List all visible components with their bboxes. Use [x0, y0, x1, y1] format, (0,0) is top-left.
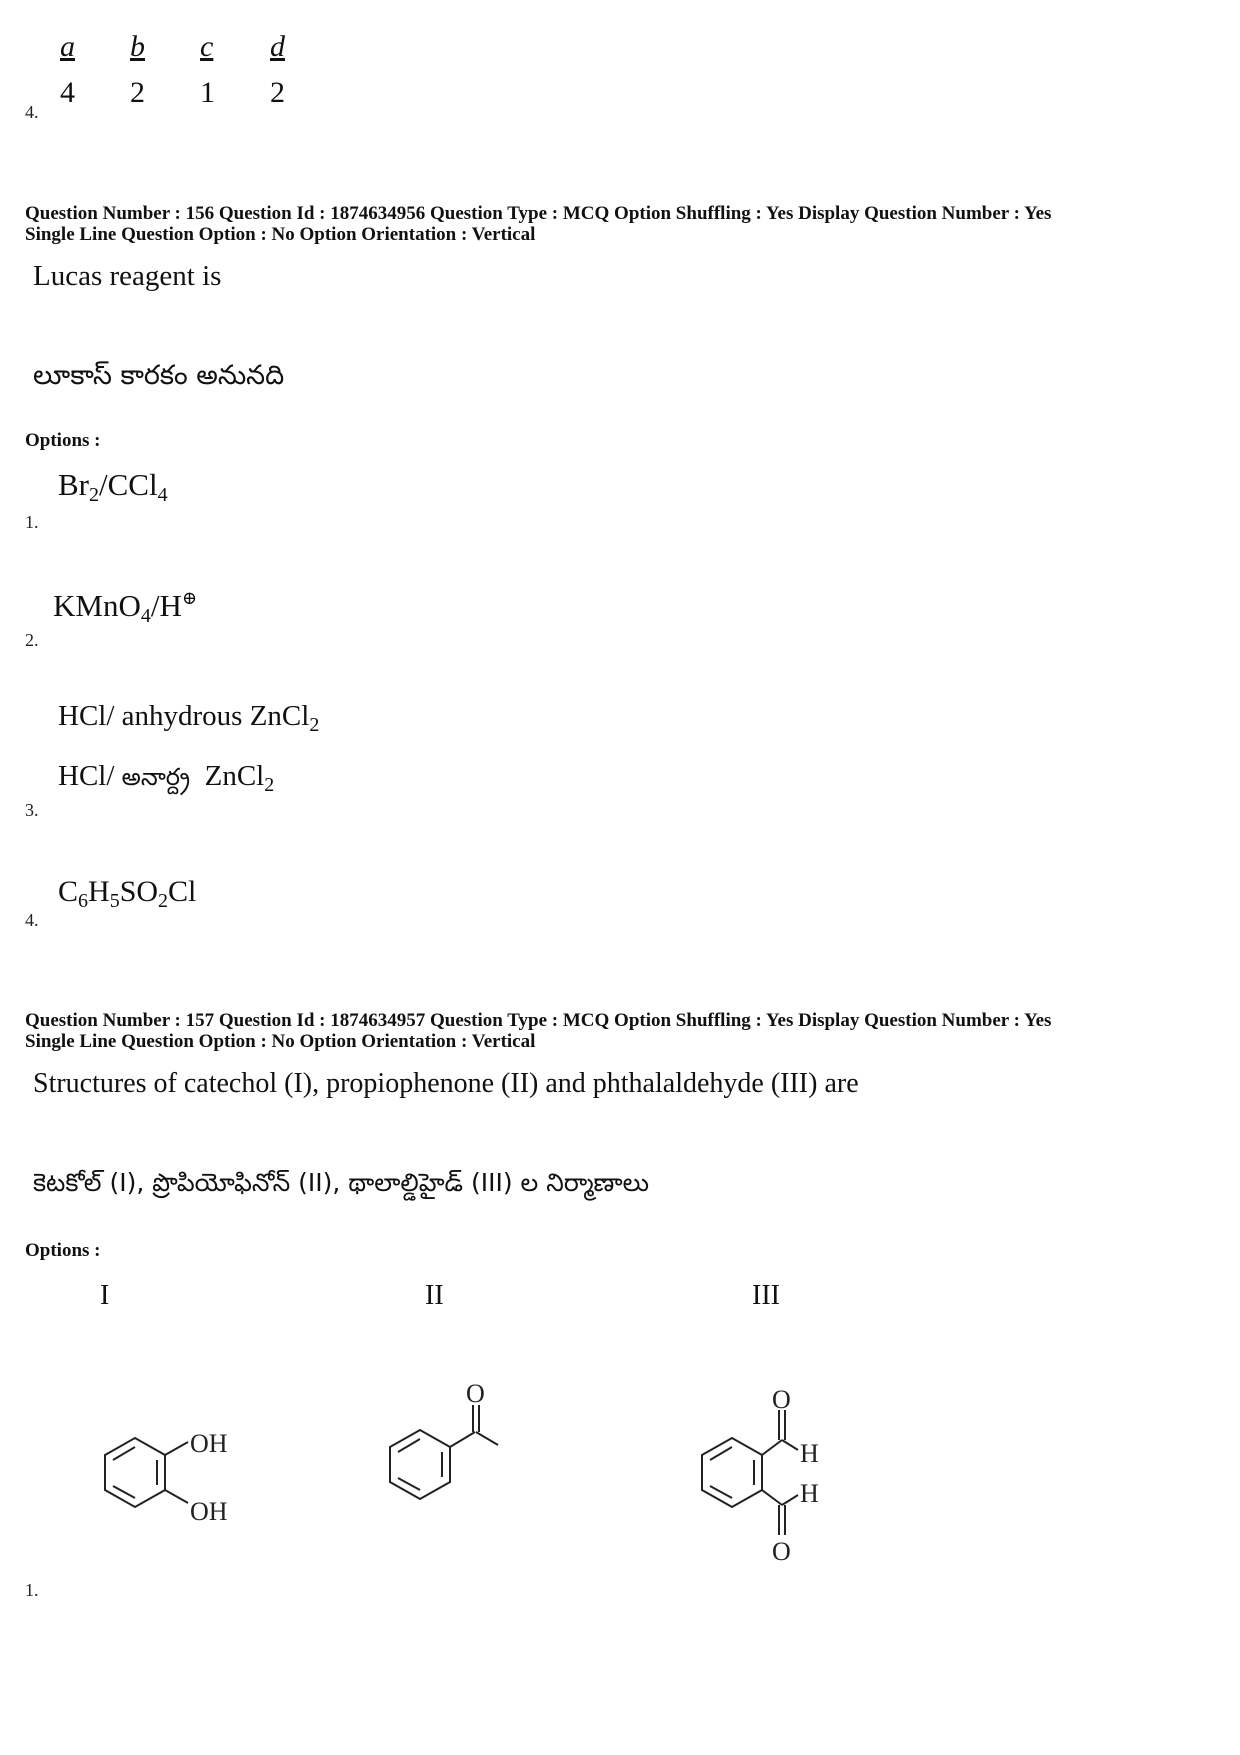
formula-part: ZnCl — [204, 760, 265, 792]
formula-part: H — [88, 875, 110, 908]
column-c-label: c — [200, 30, 214, 63]
formula-part: Cl — [168, 875, 197, 908]
bond-oh1 — [165, 1442, 188, 1455]
option-1-number: 1. — [25, 512, 39, 532]
question-meta-line1: Question Number : 156 Question Id : 1874634956 Question Type : MCQ Option Shuffling : Yes Display Question Number : Yes — [25, 203, 1052, 224]
question-statement-en: Lucas reagent is — [33, 260, 222, 292]
formula-subscript: 2 — [309, 714, 320, 736]
formula-superscript: ⊕ — [181, 588, 197, 608]
option-3-number: 3. — [25, 800, 39, 820]
formula-part: /CCl — [99, 467, 158, 502]
catechol-oh2: OH — [190, 1497, 228, 1526]
phthalaldehyde-h1: H — [800, 1439, 819, 1468]
option-4-formula[interactable] — [58, 875, 196, 913]
formula-subscript: 4 — [157, 484, 168, 506]
phthalaldehyde-o1: O — [772, 1385, 791, 1414]
formula-subscript: 2 — [158, 890, 169, 912]
catechol-oh1: OH — [190, 1429, 228, 1458]
bond-oh2 — [165, 1490, 188, 1503]
option-2-formula[interactable] — [53, 588, 197, 628]
option-1-formula[interactable] — [58, 467, 168, 507]
column-b-value: 2 — [130, 76, 145, 109]
formula-part: KMnO — [53, 588, 141, 623]
bond-cho1 — [762, 1440, 782, 1455]
options-label: Options : — [25, 1240, 101, 1261]
question-statement-en: Structures of catechol (I), propiophenone (II) and phthalaldehyde (III) are — [33, 1068, 859, 1099]
option-1-structures[interactable] — [40, 1380, 940, 1580]
catechol-structure — [105, 1438, 188, 1507]
question-statement-te: కెటకోల్ (I), ప్రొపియోఫినోన్ (II), థాలాల్డిహైడ్ (III) ల నిర్మాణాలు — [33, 1168, 650, 1197]
column-c-value: 1 — [200, 76, 215, 109]
options-label: Options : — [25, 430, 101, 451]
propiophenone-o: O — [466, 1380, 485, 1408]
option-1-number: 1. — [25, 1580, 39, 1600]
formula-subscript: 5 — [109, 890, 120, 912]
option-3-formula-en[interactable] — [58, 700, 319, 737]
bond-carbonyl-c — [450, 1432, 475, 1447]
column-b-label: b — [130, 30, 145, 63]
option-2-number: 2. — [25, 630, 39, 650]
question-statement-te: లూకాస్ కారకం అనునది — [33, 360, 285, 391]
option-number: 4. — [25, 102, 39, 122]
question-meta-line1: Question Number : 157 Question Id : 1874634957 Question Type : MCQ Option Shuffling : Yes Display Question Number : Yes — [25, 1010, 1052, 1031]
structure-label-iii: III — [752, 1280, 780, 1311]
phthalaldehyde-structure — [702, 1410, 798, 1535]
column-d-value: 2 — [270, 76, 285, 109]
bond-h2 — [782, 1495, 798, 1505]
formula-part: /H — [150, 588, 182, 623]
structure-label-ii: II — [425, 1280, 444, 1311]
formula-part: HCl/ — [58, 760, 122, 792]
telugu-word: అనార్ద్ర — [121, 763, 191, 791]
bond-h1 — [782, 1440, 798, 1450]
column-d-label: d — [270, 30, 285, 63]
formula-part: SO — [119, 875, 159, 908]
structure-label-i: I — [100, 1280, 110, 1311]
bond-cho2 — [762, 1490, 782, 1505]
column-a-label: a — [60, 30, 75, 63]
phthalaldehyde-o2: O — [772, 1537, 791, 1566]
propiophenone-structure — [390, 1405, 498, 1499]
formula-subscript: 2 — [264, 774, 275, 796]
formula-subscript: 6 — [78, 890, 89, 912]
phthalaldehyde-h2: H — [800, 1479, 819, 1508]
formula-part: HCl/ anhydrous ZnCl — [58, 700, 310, 732]
bond-ethyl — [476, 1432, 498, 1445]
formula-subscript: 2 — [89, 484, 99, 506]
question-meta-line2: Single Line Question Option : No Option Orientation : Vertical — [25, 224, 536, 245]
formula-subscript: 4 — [140, 605, 151, 627]
question-meta-line2: Single Line Question Option : No Option Orientation : Vertical — [25, 1031, 536, 1052]
formula-part: Br — [58, 467, 89, 502]
formula-part: C — [58, 875, 79, 908]
column-a-value: 4 — [60, 76, 75, 109]
option-3-formula-te[interactable] — [58, 760, 274, 797]
option-4-number: 4. — [25, 910, 39, 930]
